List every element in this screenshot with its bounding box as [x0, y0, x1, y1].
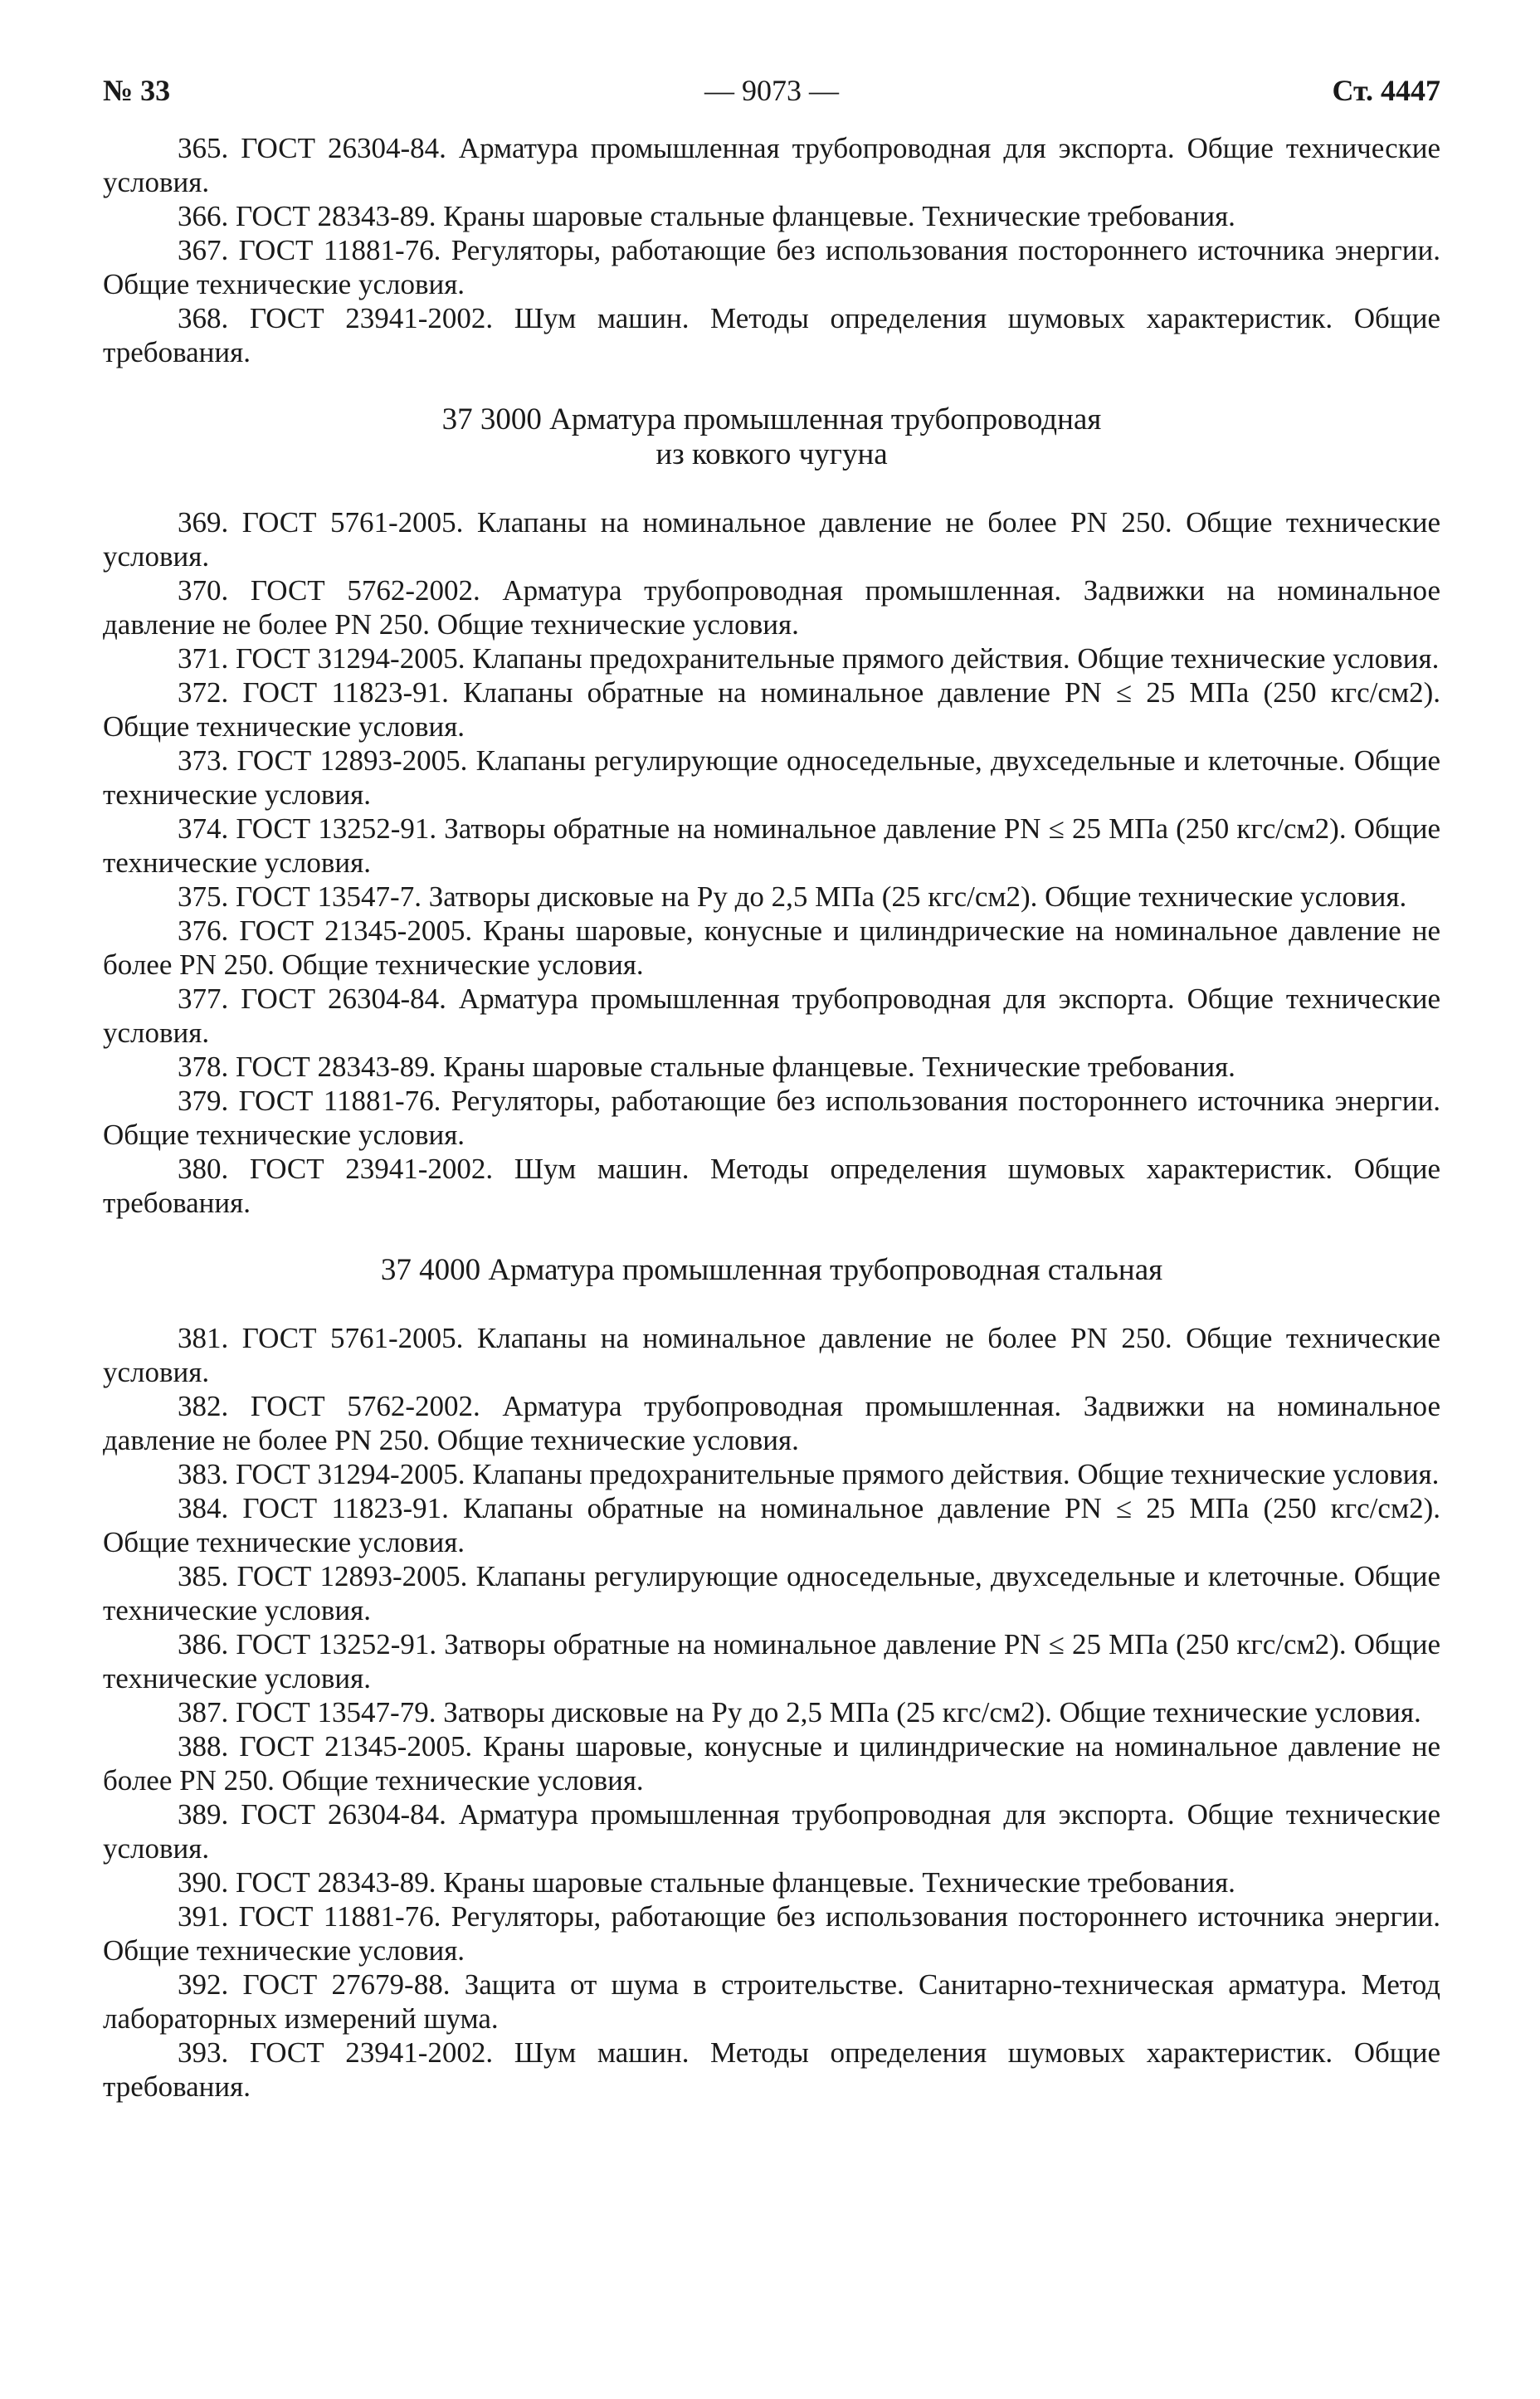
section-heading-line: из ковкого чугуна — [655, 437, 888, 471]
list-item: 375. ГОСТ 13547-7. Затворы дисковые на Py до 2,5 МПа (25 кгс/см2). Общие технические условия. — [178, 880, 1407, 913]
page-header — [103, 73, 1440, 113]
list-item: 389. ГОСТ 26304-84. Арматура промышленная трубопроводная для экспорта. Общие технические условия. — [103, 1798, 1440, 1865]
list-item: 388. ГОСТ 21345-2005. Краны шаровые, конусные и цилиндрические на номинальное давление не более PN 250. Общие технические условия. — [103, 1730, 1440, 1797]
entries-block-3 — [103, 1321, 1440, 2104]
section-heading-4000 — [103, 1253, 1440, 1288]
list-item: 377. ГОСТ 26304-84. Арматура промышленная трубопроводная для экспорта. Общие технические условия. — [103, 983, 1440, 1049]
list-item: 385. ГОСТ 12893-2005. Клапаны регулирующие односедельные, двухседельные и клеточные. Общие технические условия. — [103, 1560, 1440, 1626]
entries-block-1 — [103, 131, 1440, 369]
list-item: 391. ГОСТ 11881-76. Регуляторы, работающие без использования постороннего источника энергии. Общие технические условия. — [103, 1900, 1440, 1967]
list-item: 386. ГОСТ 13252-91. Затворы обратные на номинальное давление PN ≤ 25 МПа (250 кгс/см2). Общие технические условия. — [103, 1628, 1440, 1694]
list-item: 374. ГОСТ 13252-91. Затворы обратные на номинальное давление PN ≤ 25 МПа (250 кгс/см2). Общие технические условия. — [103, 812, 1440, 879]
list-item: 369. ГОСТ 5761-2005. Клапаны на номинальное давление не более PN 250. Общие технические условия. — [103, 506, 1440, 573]
page-number: — 9073 — — [704, 74, 839, 107]
list-item: 383. ГОСТ 31294-2005. Клапаны предохранительные прямого действия. Общие технические условия. — [178, 1458, 1440, 1490]
list-item: 367. ГОСТ 11881-76. Регуляторы, работающие без использования постороннего источника энергии. Общие технические условия. — [103, 234, 1440, 300]
list-item: 366. ГОСТ 28343-89. Краны шаровые стальные фланцевые. Технические требования. — [178, 200, 1235, 232]
issue-number: № 33 — [103, 74, 171, 107]
list-item: 382. ГОСТ 5762-2002. Арматура трубопроводная промышленная. Задвижки на номинальное давление не более PN 250. Общие технические условия. — [103, 1390, 1440, 1456]
list-item: 368. ГОСТ 23941-2002. Шум машин. Методы определения шумовых характеристик. Общие требования. — [103, 302, 1440, 368]
document-page — [103, 73, 1440, 2104]
section-heading-line: 37 4000 Арматура промышленная трубопроводная стальная — [380, 1253, 1163, 1287]
list-item: 373. ГОСТ 12893-2005. Клапаны регулирующие односедельные, двухседельные и клеточные. Общие технические условия. — [103, 744, 1440, 811]
section-heading-3000 — [103, 402, 1440, 472]
list-item: 392. ГОСТ 27679-88. Защита от шума в строительстве. Санитарно-техническая арматура. Метод лабораторных измерений шума. — [103, 1968, 1440, 2035]
list-item: 380. ГОСТ 23941-2002. Шум машин. Методы определения шумовых характеристик. Общие требования. — [103, 1153, 1440, 1219]
article-number: Ст. 4447 — [1332, 74, 1440, 107]
list-item: 384. ГОСТ 11823-91. Клапаны обратные на номинальное давление PN ≤ 25 МПа (250 кгс/см2). Общие технические условия. — [103, 1492, 1440, 1558]
list-item: 390. ГОСТ 28343-89. Краны шаровые стальные фланцевые. Технические требования. — [178, 1866, 1235, 1899]
entries-block-2 — [103, 505, 1440, 1220]
list-item: 379. ГОСТ 11881-76. Регуляторы, работающие без использования постороннего источника энергии. Общие технические условия. — [103, 1085, 1440, 1151]
list-item: 372. ГОСТ 11823-91. Клапаны обратные на номинальное давление PN ≤ 25 МПа (250 кгс/см2). Общие технические условия. — [103, 676, 1440, 743]
list-item: 381. ГОСТ 5761-2005. Клапаны на номинальное давление не более PN 250. Общие технические условия. — [103, 1322, 1440, 1388]
list-item: 365. ГОСТ 26304-84. Арматура промышленная трубопроводная для экспорта. Общие технические условия. — [103, 132, 1440, 198]
list-item: 393. ГОСТ 23941-2002. Шум машин. Методы определения шумовых характеристик. Общие требования. — [103, 2036, 1440, 2103]
section-heading-line: 37 3000 Арматура промышленная трубопроводная — [441, 402, 1102, 436]
list-item: 376. ГОСТ 21345-2005. Краны шаровые, конусные и цилиндрические на номинальное давление не более PN 250. Общие технические условия. — [103, 914, 1440, 981]
list-item: 378. ГОСТ 28343-89. Краны шаровые стальные фланцевые. Технические требования. — [178, 1051, 1235, 1083]
list-item: 370. ГОСТ 5762-2002. Арматура трубопроводная промышленная. Задвижки на номинальное давление не более PN 250. Общие технические условия. — [103, 574, 1440, 641]
list-item: 387. ГОСТ 13547-79. Затворы дисковые на Py до 2,5 МПа (25 кгс/см2). Общие технические условия. — [178, 1696, 1421, 1729]
list-item: 371. ГОСТ 31294-2005. Клапаны предохранительные прямого действия. Общие технические условия. — [178, 642, 1440, 675]
